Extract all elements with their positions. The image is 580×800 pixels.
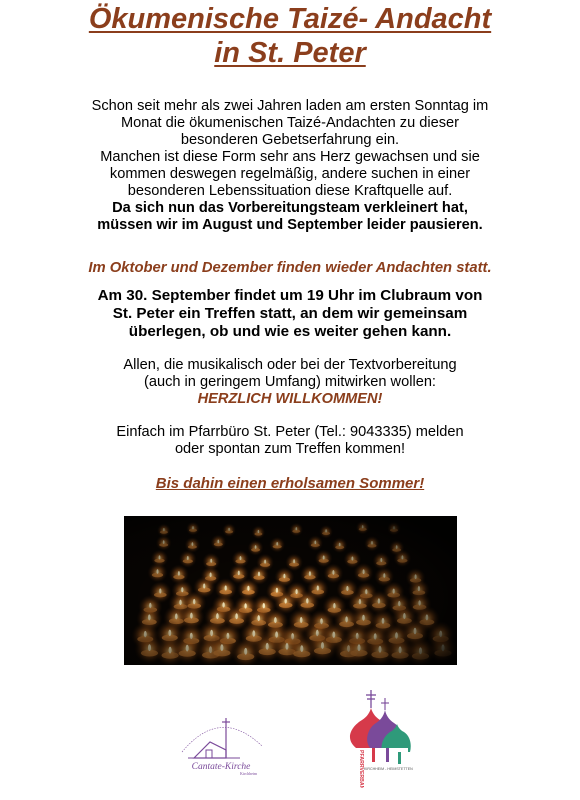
- invite-line: Allen, die musikalisch oder bei der Textvorbereitung: [123, 357, 457, 373]
- candles-image: [124, 516, 457, 665]
- church-icon: [170, 712, 272, 776]
- intro-paragraph: [40, 98, 540, 234]
- onion-domes-icon: [334, 690, 424, 788]
- farewell-text: Bis dahin einen erholsamen Sommer!: [155, 475, 425, 492]
- contact-line: oder spontan zum Treffen kommen!: [174, 441, 406, 457]
- cantate-logo-sub: Kirchheim: [240, 771, 258, 776]
- intro-line: kommen deswegen regelmäßig, andere suchen in einer: [109, 166, 471, 182]
- contact-line: Einfach im Pfarrbüro St. Peter (Tel.: 9043335) melden: [116, 424, 464, 440]
- cantate-kirche-logo: [170, 712, 272, 776]
- pfarrverband-logo: [334, 690, 424, 788]
- invite-paragraph: [40, 357, 540, 408]
- page-title-line-2: in St. Peter: [214, 37, 366, 69]
- intro-line: Manchen ist diese Form sehr ans Herz gewachsen und sie: [100, 149, 480, 165]
- cantate-logo-name: Cantate-Kirche: [191, 762, 251, 772]
- meeting-line: St. Peter ein Treffen statt, an dem wir gemeinsam: [112, 305, 468, 322]
- announcement-text: Im Oktober und Dezember finden wieder Andachten statt.: [88, 260, 492, 276]
- page-title-line-1: Ökumenische Taizé- Andacht: [88, 3, 492, 35]
- pfarrverband-logo-name: PFARRVERBAND: [358, 750, 364, 788]
- contact-paragraph: [40, 424, 540, 458]
- intro-line: Schon seit mehr als zwei Jahren laden am ersten Sonntag im: [91, 98, 489, 114]
- meeting-line: überlegen, ob und wie es weiter gehen kann.: [128, 323, 452, 340]
- intro-bold-line: müssen wir im August und September leider pausieren.: [97, 217, 483, 233]
- intro-line: Monat die ökumenischen Taizé-Andachten zu dieser: [120, 115, 460, 131]
- welcome-highlight: HERZLICH WILLKOMMEN!: [197, 391, 383, 407]
- invite-line: (auch in geringem Umfang) mitwirken wollen:: [144, 374, 436, 390]
- meeting-line: Am 30. September findet um 19 Uhr im Clubraum von: [97, 287, 483, 304]
- pfarrverband-logo-sub: KIRCHHEIM - HEIMSTETTEN: [364, 767, 413, 771]
- meeting-paragraph: [40, 287, 540, 341]
- candles-photo: [124, 516, 457, 665]
- intro-line: besonderen Gebetserfahrung ein.: [180, 132, 400, 148]
- intro-line: besonderen Lebenssituation diese Kraftquelle auf.: [127, 183, 453, 199]
- intro-bold-line: Da sich nun das Vorbereitungsteam verkleinert hat,: [112, 200, 468, 216]
